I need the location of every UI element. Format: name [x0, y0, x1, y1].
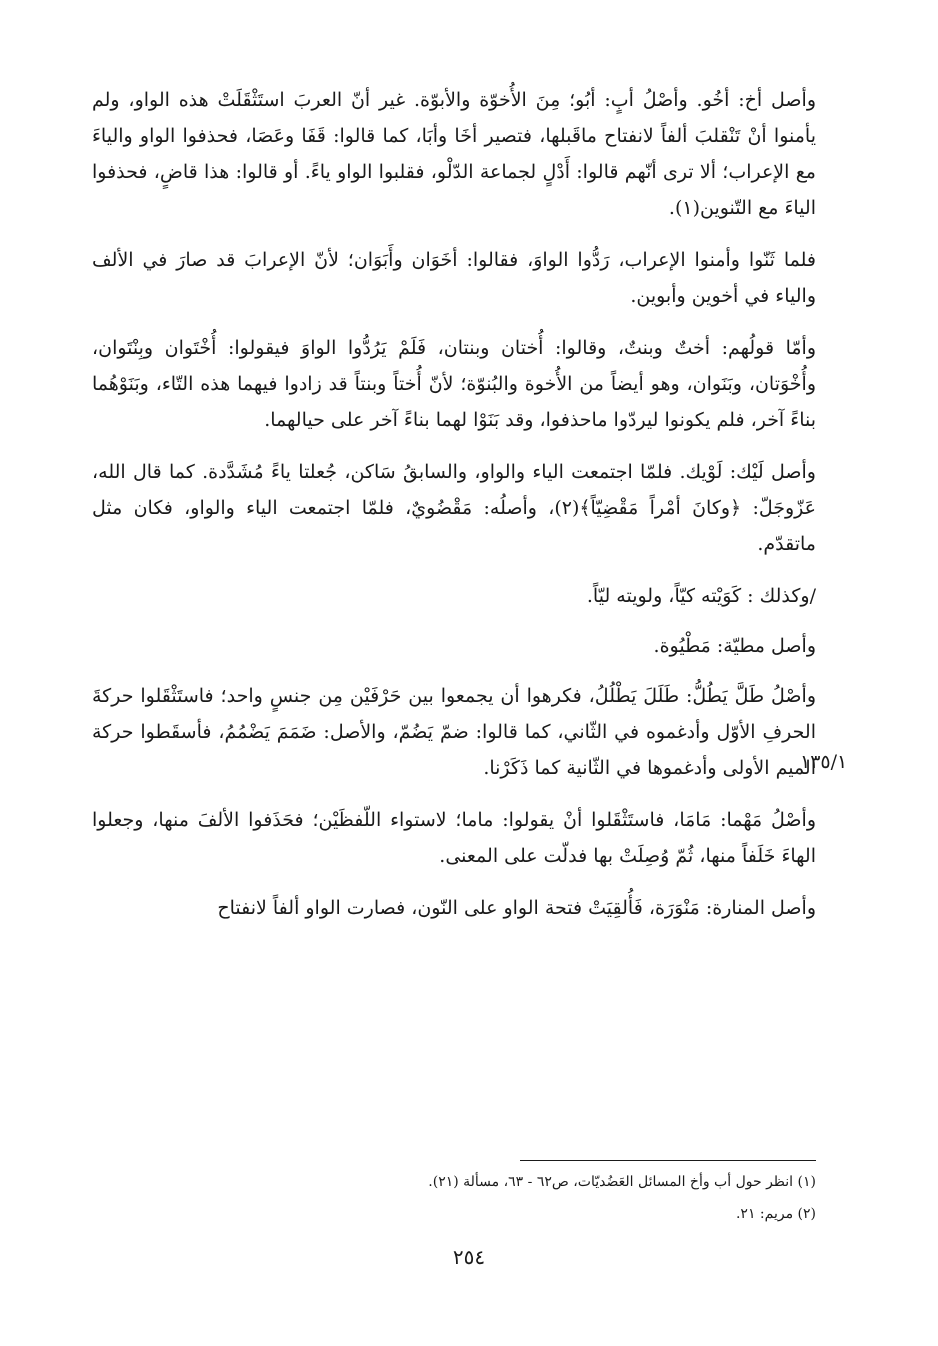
margin-folio-reference: ١٣٥/١ [800, 751, 848, 773]
page-number: ٢٥٤ [452, 1245, 486, 1269]
paragraph-mahma: وأصْلُ مَهْما: مَامَا، فاستَثْقَلوا أنْ يقولوا: ماما؛ لاستواء اللّفظَيْن؛ فحَذَفوا الألفَ منها، وجعلوا الهاءَ خَلَفاً منها، ثُمّ وُصِلَتْ بها فدلّت على المعنى. [92, 809, 816, 867]
paragraph-dual: فلما ثَنّوا وأمنوا الإعراب، رَدُّوا الواوَ، فقالوا: أخَوَان وأَبَوَان؛ لأنّ الإعرابَ قد صارَ في الألف والياء في أخوين وأبوين. [92, 249, 816, 307]
paragraph-akh-ab: وأصل أخ: أخُو. وأصْلُ أبٍ: أبُو؛ مِنَ الأُخوّة والأبوّة. غير أنّ العربَ استَثْقَلَتْ هذه الواو، ولم يأمنوا أنْ تَنْقلبَ ألفاً لانفتاح ماقَبلها، فتصير أخَا وأبَا، كما قالوا: قَفَا وعَصَا، فحذفوا الواو والياءَ مع الإعراب؛ ألا ترى أنّهم قالوا: أَدْلٍ لجماعة الدّلْو، فقلبوا الواو ياءً. أو قالوا: هذا قاضٍ، فحذفوا الياءَ مع التّنوين(١). [92, 89, 816, 219]
paragraph-matiyya: وأصل مطيّة: مَطْيُوة. [653, 635, 816, 657]
paragraph-kawaytuhu: /وكذلك : كَوَيْته كيّاً، ولويته ليّاً. [586, 585, 816, 607]
footnote-1: (١) انظر حول أب وأخ المسائل العَضُديّات، ص٦٢ - ٦٣، مسألة (٢١). [428, 1174, 816, 1190]
footnote-2: (٢) مريم: ٢١. [735, 1206, 816, 1222]
footnote-divider [520, 1160, 816, 1161]
paragraph-ukht-bint: وأمّا قولُهم: أختٌ وبنتٌ، وقالوا: أُختان وبنتان، فَلَمْ يَرُدُّوا الواوَ فيقولوا: أُخْتَوان وبِنْتَوان، وأُخْوَتان، وبَنَوان، وهو أيضاً من الأُخوة والبُنوّة؛ لأنّ أُختاً وبنتاً قد زادوا فيهما هذه التّاء، وبَنَوْهُما بناءً آخر، فلم يكونوا ليردّوا ماحذفوا، وقد بَنَوْا لهما بناءً آخر على حيالهما. [92, 337, 816, 431]
main-text [92, 82, 816, 926]
paragraph-manara: وأصل المنارة: مَنْوَرَة، فَأُلقِيَتْ فتحة الواو على النّون، فصارت الواو ألفاً لانفتاح [217, 897, 816, 919]
footnotes [92, 1166, 816, 1230]
paragraph-talla: وأصْلُ طَلَّ يَطُلُّ: طَلَلَ يَطْلُلُ، فكرهوا أن يجمعوا بين حَرْفَيْن مِن جنسٍ واحد؛ فاستَثْقَلوا حركةَ الحرفِ الأوّل وأدغموه في الثّاني، كما قالوا: ضمّ يَضُمّ، والأصل: ضَمَمَ يَضْمُمُ، فأسقَطوا حركة الميم الأولى وأدغموها في الثّانية كما ذَكَرْنا. [92, 685, 816, 779]
paragraph-layk: وأصل لَيْك: لَوْيك. فلمّا اجتمعت الياء والواو، والسابقُ سَاكن، جُعلتا ياءً مُشَدَّدة. كما قال الله، عَزّوجَلّ: ﴿وكانَ أمْراً مَقْضِيّاً﴾(٢)، وأصلُه: مَقْضُويٌ، فلمّا اجتمعت الياء والواو، فكان مثل ماتقدّم. [92, 461, 816, 555]
